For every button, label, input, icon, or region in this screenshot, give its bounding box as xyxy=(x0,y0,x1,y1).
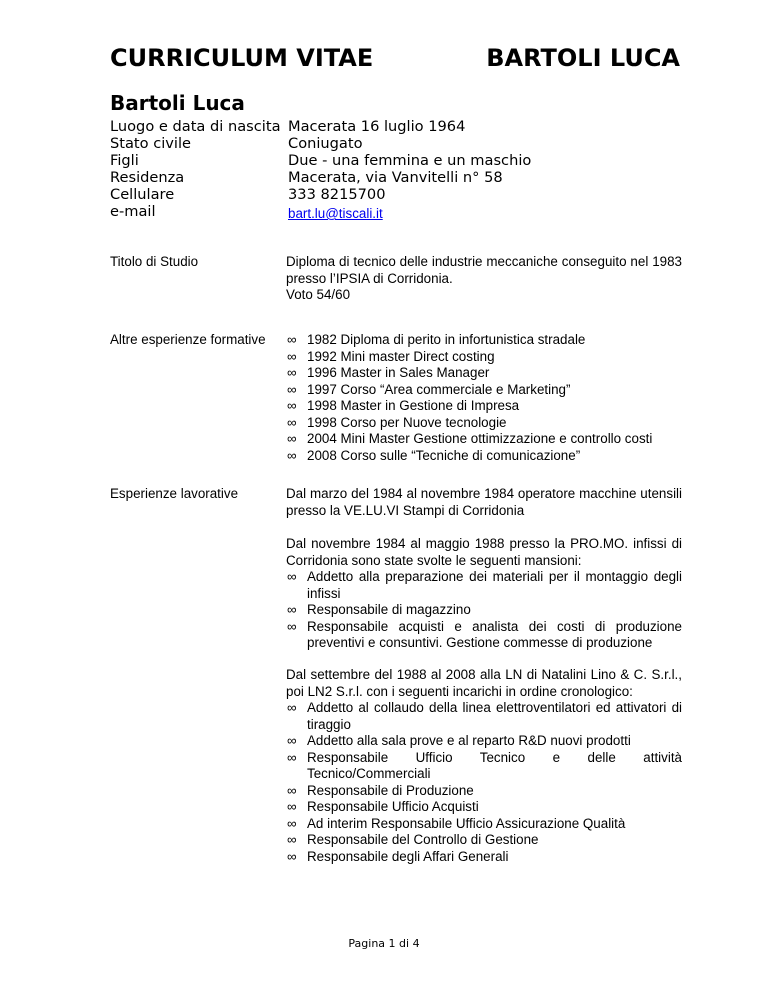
work-list-2 xyxy=(286,569,682,652)
study-content xyxy=(286,254,682,304)
training-content xyxy=(286,332,682,464)
bullet-icon: ∞ xyxy=(287,348,297,364)
info-label: Luogo e data di nascita xyxy=(110,118,281,135)
work-paragraph-2: Dal novembre 1984 al maggio 1988 presso la PRO.MO. infissi di Corridonia sono state svolte le seguenti mansioni: xyxy=(286,536,682,568)
list-item: ∞ Responsabile degli Affari Generali xyxy=(287,848,509,864)
list-item: ∞ Responsabile acquisti e analista dei costi di produzione preventivi e consuntivi. Gestione commesse di produzione xyxy=(287,618,682,650)
header-name: BARTOLI LUCA xyxy=(486,44,680,72)
bullet-icon: ∞ xyxy=(287,447,297,463)
info-label: Cellulare xyxy=(110,186,175,203)
info-value: Macerata 16 luglio 1964 xyxy=(288,118,466,135)
list-item: ∞ Addetto alla sala prove e al reparto R&D nuovi prodotti xyxy=(287,733,631,748)
bullet-icon: ∞ xyxy=(287,381,297,397)
bullet-icon: ∞ xyxy=(287,365,297,380)
study-degree: Diploma di tecnico delle industrie meccaniche conseguito nel 1983 presso l’IPSIA di Corridonia. xyxy=(286,254,682,286)
section-label: Altre esperienze formative xyxy=(110,332,266,347)
info-label: Figli xyxy=(110,152,139,169)
training-list xyxy=(286,332,682,464)
bullet-icon: ∞ xyxy=(287,799,297,814)
list-item: ∞ Addetto alla preparazione dei materiali per il montaggio degli infissi xyxy=(287,569,682,601)
list-item: ∞ 1997 Corso “Area commerciale e Marketing” xyxy=(287,381,571,397)
study-grade: Voto 54/60 xyxy=(286,287,351,302)
info-value: 333 8215700 xyxy=(288,186,386,203)
list-item: ∞ Addetto al collaudo della linea elettroventilatori ed attivatori di tiraggio xyxy=(287,700,682,732)
info-value: Due - una femmina e un maschio xyxy=(288,152,532,169)
list-item: ∞ Responsabile di Produzione xyxy=(287,782,474,798)
list-item: ∞ Ad interim Responsabile Ufficio Assicurazione Qualità xyxy=(287,815,626,831)
info-label: e-mail xyxy=(110,203,156,220)
bullet-icon: ∞ xyxy=(287,431,297,446)
work-content xyxy=(286,486,682,519)
info-label: Residenza xyxy=(110,169,185,186)
work-paragraph-1: Dal marzo del 1984 al novembre 1984 operatore macchine utensili presso la VE.LU.VI Stampi di Corridonia xyxy=(286,486,682,518)
bullet-icon: ∞ xyxy=(287,332,297,347)
list-item: ∞ Responsabile di magazzino xyxy=(287,602,471,617)
work-block-3 xyxy=(286,667,682,865)
bullet-icon: ∞ xyxy=(287,618,297,634)
list-item: ∞ 1982 Diploma di perito in infortunistica stradale xyxy=(287,332,586,347)
bullet-icon: ∞ xyxy=(287,569,297,584)
list-item: ∞ 1992 Mini master Direct costing xyxy=(287,348,495,364)
section-label: Esperienze lavorative xyxy=(110,486,239,501)
bullet-icon: ∞ xyxy=(287,848,297,864)
bullet-icon: ∞ xyxy=(287,602,297,617)
document-title: CURRICULUM VITAE xyxy=(110,44,374,72)
email-link[interactable]: bart.lu@tiscali.it xyxy=(288,206,383,221)
list-item: ∞ Responsabile Ufficio Acquisti xyxy=(287,799,479,814)
page-header xyxy=(110,40,680,76)
work-list-3 xyxy=(286,700,682,865)
work-paragraph-3: Dal settembre del 1988 al 2008 alla LN di Natalini Lino & C. S.r.l., poi LN2 S.r.l. con i seguenti incarichi in ordine cronologico: xyxy=(286,667,682,699)
list-item: ∞ Responsabile Ufficio Tecnico e delle attività Tecnico/Commerciali xyxy=(287,749,682,781)
bullet-icon: ∞ xyxy=(287,700,297,715)
bullet-icon: ∞ xyxy=(287,414,297,430)
info-value: Macerata, via Vanvitelli n° 58 xyxy=(288,169,503,186)
info-label: Stato civile xyxy=(110,135,192,152)
person-name: Bartoli Luca xyxy=(110,91,245,115)
list-item: ∞ Responsabile del Controllo di Gestione xyxy=(287,832,539,847)
section-label: Titolo di Studio xyxy=(110,254,199,269)
bullet-icon: ∞ xyxy=(287,398,297,413)
bullet-icon: ∞ xyxy=(287,782,297,798)
page-number: Pagina 1 di 4 xyxy=(348,937,420,950)
list-item: ∞ 2004 Mini Master Gestione ottimizzazione e controllo costi xyxy=(287,431,653,446)
list-item: ∞ 1998 Master in Gestione di Impresa xyxy=(287,398,520,413)
bullet-icon: ∞ xyxy=(287,733,297,748)
bullet-icon: ∞ xyxy=(287,815,297,831)
bullet-icon: ∞ xyxy=(287,749,297,765)
work-block-2 xyxy=(286,536,682,652)
list-item: ∞ 2008 Corso sulle “Tecniche di comunicazione” xyxy=(287,447,581,463)
bullet-icon: ∞ xyxy=(287,832,297,847)
list-item: ∞ 1998 Corso per Nuove tecnologie xyxy=(287,414,507,430)
list-item: ∞ 1996 Master in Sales Manager xyxy=(287,365,490,380)
info-value: Coniugato xyxy=(288,135,363,152)
